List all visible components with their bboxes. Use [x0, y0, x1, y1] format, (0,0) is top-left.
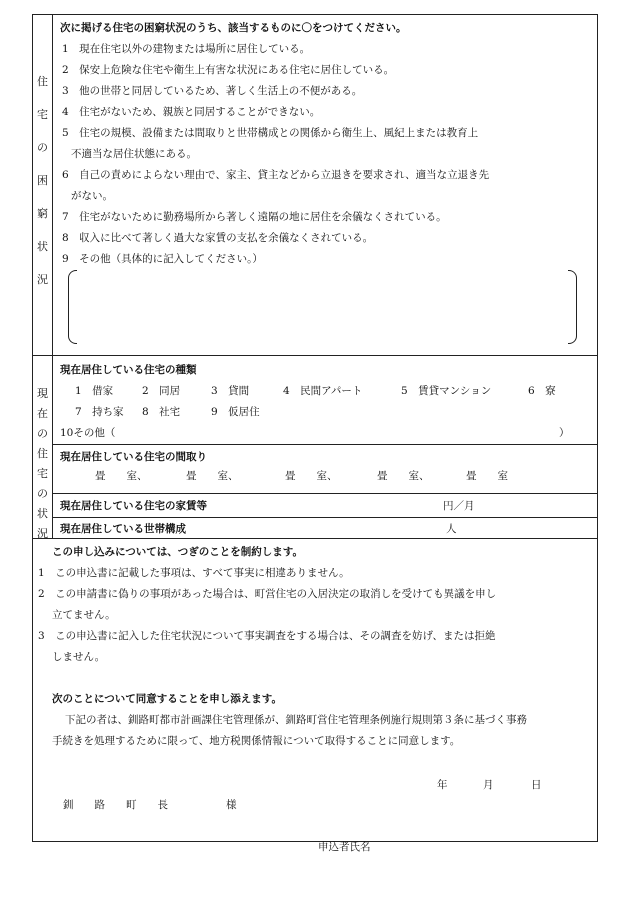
side-label-char: 現: [37, 387, 48, 400]
side-label-char: の: [37, 141, 48, 154]
consent-heading: 次のことについて同意することを申し添えます。: [52, 693, 282, 705]
rent-unit[interactable]: 円／月: [443, 500, 475, 512]
side-label-char: 在: [37, 407, 48, 420]
pledge-item-1: 1 この申込書に記載した事項は、すべて事実に相違ありません。: [38, 567, 350, 579]
housing-type-option-2[interactable]: 8 社宅: [142, 406, 181, 418]
left-bracket: [68, 270, 77, 344]
pledge-consent-section: [33, 538, 597, 853]
pledge-item-3: 3 この申込書に記入した住宅状況について事実調査をする場合は、その調査を妨げ、または拒絶: [38, 630, 496, 642]
room-entry-2[interactable]: 畳 室、: [186, 470, 239, 482]
right-bracket: [568, 270, 577, 344]
rent-label: 現在居住している住宅の家賃等: [60, 500, 207, 512]
side-label-char: 況: [37, 273, 48, 286]
side-label-char: 住: [37, 447, 48, 460]
pledge-item-3-cont: しません。: [52, 651, 106, 663]
difficulty-item-2[interactable]: 2 保安上危険な住宅や衛生上有害な状況にある住宅に居住している。: [62, 64, 395, 76]
room-entry-4[interactable]: 畳 室、: [377, 470, 430, 482]
date-year[interactable]: 年: [437, 779, 448, 791]
difficulty-item-1[interactable]: 1 現在住宅以外の建物または場所に居住している。: [62, 43, 311, 55]
room-entry-1[interactable]: 畳 室、: [95, 470, 148, 482]
divider: [53, 517, 597, 518]
applicant-name-label[interactable]: 申込者氏名: [318, 841, 371, 853]
divider: [53, 444, 597, 445]
housing-type-option-2[interactable]: 2 同居: [142, 385, 181, 397]
current-housing-section: [33, 355, 597, 539]
housing-type-heading: 現在居住している住宅の種類: [60, 364, 197, 376]
housing-type-option-1[interactable]: 7 持ち家: [75, 406, 124, 418]
side-label-char: 住: [37, 75, 48, 88]
housing-type-option-4[interactable]: 4 民間アパート: [283, 385, 363, 397]
household-label: 現在居住している世帯構成: [60, 523, 186, 535]
date-day[interactable]: 日: [531, 779, 542, 791]
household-unit[interactable]: 人: [446, 523, 457, 535]
divider: [53, 493, 597, 494]
side-label-char: 状: [37, 507, 48, 520]
honorific: 様: [226, 799, 237, 811]
room-layout-heading: 現在居住している住宅の間取り: [60, 451, 207, 463]
housing-type-other-close: ）: [559, 427, 570, 439]
difficulty-item-7[interactable]: 7 住宅がないために勤務場所から著しく遠隔の地に居住を余儀なくされている。: [62, 211, 447, 223]
addressee: 釧 路 町 長: [63, 799, 168, 811]
pledge-item-2: 2 この申請書に偽りの事項があった場合は、町営住宅の入居決定の取消しを受けても異議を申し: [38, 588, 497, 600]
housing-difficulty-section: [33, 15, 597, 356]
housing-difficulty-side-label: [33, 15, 53, 355]
date-month[interactable]: 月: [483, 779, 494, 791]
difficulty-item-8[interactable]: 8 収入に比べて著しく過大な家賃の支払を余儀なくされている。: [62, 232, 374, 244]
difficulty-item-6[interactable]: 6 自己の責めによらない理由で、家主、貸主などから立退きを要求され、適当な立退き先: [62, 169, 490, 181]
room-entry-5[interactable]: 畳 室: [466, 470, 508, 482]
housing-type-option-6[interactable]: 6 寮: [528, 385, 556, 397]
difficulty-item-9[interactable]: 9 その他（具体的に記入してください。）: [62, 253, 263, 265]
current-housing-side-label: [33, 355, 53, 538]
difficulty-item-3[interactable]: 3 他の世帯と同居しているため、著しく生活上の不便がある。: [62, 85, 363, 97]
difficulty-heading: 次に掲げる住宅の困窮状況のうち、該当するものに〇をつけてください。: [60, 22, 407, 34]
side-label-char: 況: [37, 527, 48, 540]
pledge-item-2-cont: 立てません。: [52, 609, 116, 621]
housing-type-option-3[interactable]: 9 仮居住: [211, 406, 260, 418]
housing-type-option-3[interactable]: 3 貸間: [211, 385, 250, 397]
housing-type-other-label[interactable]: 10その他（: [60, 427, 116, 439]
difficulty-item-4[interactable]: 4 住宅がないため、親族と同居することができない。: [62, 106, 321, 118]
pledge-heading: この申し込みについては、つぎのことを制約します。: [52, 546, 303, 558]
housing-type-option-1[interactable]: 1 借家: [75, 385, 114, 397]
other-detail-input[interactable]: [79, 273, 563, 339]
side-label-char: の: [37, 427, 48, 440]
application-form: [32, 14, 598, 853]
difficulty-item-5[interactable]: 5 住宅の規模、設備または間取りと世帯構成との関係から衛生上、風紀上または教育上: [62, 127, 479, 139]
consent-body-line-1: 下記の者は、釧路町都市計画課住宅管理係が、釧路町営住宅管理条例施行規則第３条に基づく事務: [65, 714, 527, 726]
side-label-char: 宅: [37, 108, 48, 121]
side-label-char: 窮: [37, 207, 48, 220]
room-entry-3[interactable]: 畳 室、: [285, 470, 338, 482]
side-label-char: 困: [37, 174, 48, 187]
difficulty-item-6-cont: がない。: [71, 190, 113, 202]
side-label-char: 宅: [37, 467, 48, 480]
difficulty-item-5-cont: 不適当な居住状態にある。: [71, 148, 197, 160]
side-label-char: の: [37, 487, 48, 500]
consent-body-line-2: 手続きを処理するために限って、地方税関係情報について取得することに同意します。: [52, 735, 461, 747]
housing-type-option-5[interactable]: 5 賃貸マンション: [401, 385, 492, 397]
side-label-char: 状: [37, 240, 48, 253]
